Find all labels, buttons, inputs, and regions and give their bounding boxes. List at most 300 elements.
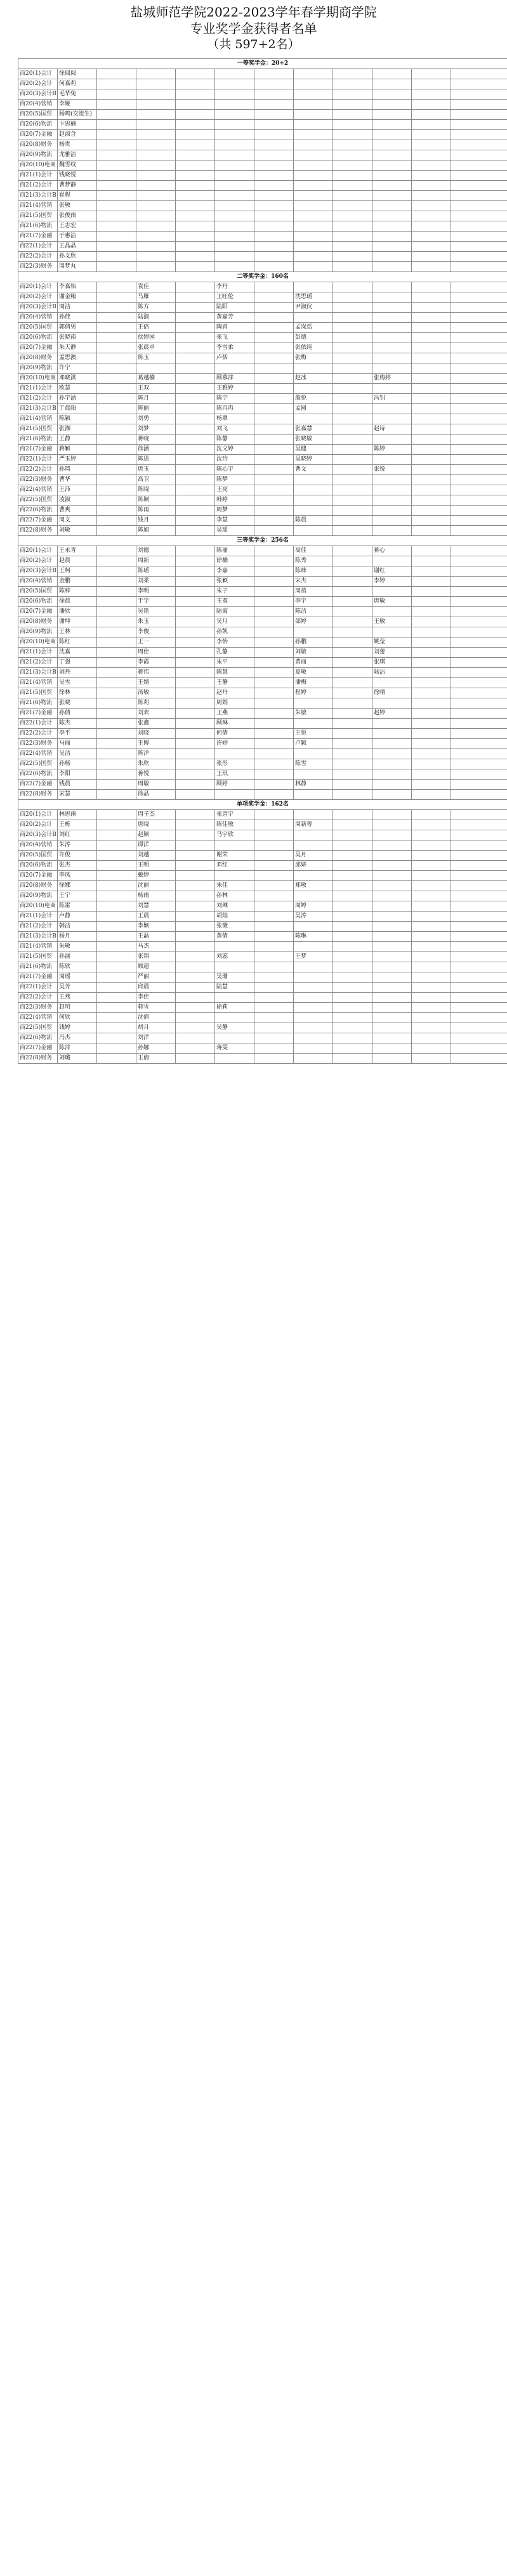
class-cell: 商22(3)财务 xyxy=(18,1003,58,1013)
name-cell: 孙倩 xyxy=(58,709,97,719)
name-cell xyxy=(333,181,372,191)
class-cell: 商21(4)营销 xyxy=(18,201,58,211)
class-cell: 商21(6)物流 xyxy=(18,221,58,232)
name-cell xyxy=(412,891,451,901)
name-cell: 张俊雨 xyxy=(58,211,97,221)
name-cell xyxy=(215,1013,254,1023)
name-cell xyxy=(176,211,215,221)
name-cell xyxy=(333,912,372,922)
name-cell xyxy=(97,455,136,465)
table-row xyxy=(18,150,507,160)
name-cell xyxy=(294,790,333,800)
name-cell xyxy=(451,922,507,932)
class-cell: 商21(3)会计B xyxy=(18,668,58,678)
name-cell xyxy=(333,1023,372,1033)
name-cell xyxy=(254,830,294,840)
name-cell xyxy=(254,901,294,912)
class-cell: 商22(5)国贸 xyxy=(18,495,58,506)
name-cell xyxy=(254,130,294,140)
name-cell xyxy=(97,516,136,526)
name-cell xyxy=(333,485,372,495)
name-cell: 王磊 xyxy=(136,932,176,942)
name-cell xyxy=(412,404,451,414)
name-cell xyxy=(97,79,136,89)
name-cell: 吴洁 xyxy=(58,749,97,759)
name-cell xyxy=(412,242,451,252)
name-cell: 沈嘉 xyxy=(58,648,97,658)
name-cell xyxy=(451,1023,507,1033)
name-cell xyxy=(451,942,507,952)
name-cell xyxy=(176,475,215,485)
name-cell xyxy=(372,962,412,972)
name-cell: 崔程 xyxy=(58,191,97,201)
name-cell: 谭洋 xyxy=(136,840,176,851)
name-cell xyxy=(97,120,136,130)
name-cell: 陆洁 xyxy=(372,668,412,678)
name-cell xyxy=(412,394,451,404)
class-cell: 商20(9)物流 xyxy=(18,891,58,901)
name-cell xyxy=(333,495,372,506)
name-cell xyxy=(333,1054,372,1064)
section-title: 一等奖学金：20+2 xyxy=(18,59,507,69)
name-cell xyxy=(451,232,507,242)
name-cell xyxy=(254,110,294,120)
name-cell xyxy=(412,719,451,729)
name-cell xyxy=(451,455,507,465)
name-cell: 赵淑含 xyxy=(58,130,97,140)
class-cell: 商20(10)电商 xyxy=(18,160,58,171)
class-cell: 商22(7)金融 xyxy=(18,516,58,526)
name-cell: 赵冰 xyxy=(294,374,333,384)
name-cell: 王博 xyxy=(136,739,176,749)
name-cell xyxy=(254,506,294,516)
name-cell xyxy=(254,688,294,698)
name-cell xyxy=(294,698,333,709)
name-cell: 顾琳 xyxy=(215,719,254,729)
name-cell: 王倍 xyxy=(136,323,176,333)
name-cell: 凌淑 xyxy=(58,495,97,506)
name-cell xyxy=(412,282,451,292)
name-cell xyxy=(136,120,176,130)
name-cell xyxy=(372,942,412,952)
name-cell xyxy=(254,353,294,363)
name-cell: 刘慧 xyxy=(136,901,176,912)
name-cell xyxy=(254,79,294,89)
name-cell xyxy=(215,1054,254,1064)
name-cell xyxy=(333,597,372,607)
class-cell: 商20(10)电商 xyxy=(18,374,58,384)
name-cell xyxy=(136,232,176,242)
name-cell: 徐晨 xyxy=(58,597,97,607)
name-cell: 朱平 xyxy=(215,658,254,668)
section-title-row xyxy=(18,59,507,69)
name-cell xyxy=(254,120,294,130)
name-cell xyxy=(333,658,372,668)
name-cell xyxy=(97,790,136,800)
name-cell xyxy=(215,181,254,191)
name-cell: 高卫 xyxy=(136,475,176,485)
name-cell xyxy=(176,1033,215,1043)
name-cell xyxy=(412,333,451,343)
table-row xyxy=(18,191,507,201)
class-cell: 商20(3)会计B xyxy=(18,566,58,577)
name-cell xyxy=(412,922,451,932)
name-cell: 卢恬 xyxy=(215,353,254,363)
name-cell xyxy=(176,516,215,526)
name-cell xyxy=(176,414,215,424)
table-row xyxy=(18,303,507,313)
name-cell xyxy=(412,323,451,333)
name-cell xyxy=(372,739,412,749)
name-cell xyxy=(333,556,372,566)
name-cell: 赵丹 xyxy=(215,688,254,698)
name-cell xyxy=(372,191,412,201)
name-cell xyxy=(451,282,507,292)
name-cell: 于惠洁 xyxy=(58,232,97,242)
table-row xyxy=(18,516,507,526)
name-cell xyxy=(136,201,176,211)
name-cell xyxy=(451,303,507,313)
table-row xyxy=(18,688,507,698)
class-cell: 商22(2)会计 xyxy=(18,465,58,475)
name-cell xyxy=(254,1003,294,1013)
name-cell: 杨鸣(交流生) xyxy=(58,110,97,120)
name-cell: 唐玉 xyxy=(136,465,176,475)
name-cell: 陈莉 xyxy=(136,698,176,709)
name-cell: 刘敏 xyxy=(58,526,97,536)
name-cell xyxy=(176,282,215,292)
name-cell: 吴瑶 xyxy=(215,526,254,536)
name-cell xyxy=(97,587,136,597)
name-cell xyxy=(97,861,136,871)
name-cell xyxy=(97,435,136,445)
name-cell xyxy=(254,465,294,475)
section-title: 单项奖学金：162名 xyxy=(18,800,507,810)
name-cell xyxy=(97,942,136,952)
name-cell xyxy=(254,232,294,242)
name-cell xyxy=(372,851,412,861)
name-cell: 李嘉怡 xyxy=(58,282,97,292)
name-cell xyxy=(372,719,412,729)
name-cell xyxy=(97,445,136,455)
table-row xyxy=(18,445,507,455)
name-cell xyxy=(372,749,412,759)
name-cell xyxy=(333,282,372,292)
name-cell: 陈秀 xyxy=(294,556,333,566)
name-cell xyxy=(254,323,294,333)
name-cell: 邓晓淇 xyxy=(58,374,97,384)
name-cell xyxy=(333,292,372,303)
name-cell xyxy=(412,790,451,800)
class-cell: 商22(6)物流 xyxy=(18,769,58,780)
name-cell xyxy=(176,353,215,363)
name-cell xyxy=(333,698,372,709)
name-cell xyxy=(372,242,412,252)
name-cell xyxy=(176,1023,215,1033)
name-cell xyxy=(215,150,254,160)
table-row xyxy=(18,983,507,993)
class-cell: 商21(7)金融 xyxy=(18,709,58,719)
name-cell xyxy=(254,89,294,100)
name-cell: 王婧 xyxy=(136,678,176,688)
name-cell xyxy=(333,455,372,465)
class-cell: 商20(3)会计B xyxy=(18,89,58,100)
name-cell xyxy=(176,627,215,637)
name-cell: 赵婷 xyxy=(372,709,412,719)
class-cell: 商20(10)电商 xyxy=(18,637,58,648)
name-cell xyxy=(176,495,215,506)
name-cell xyxy=(254,140,294,150)
name-cell xyxy=(451,394,507,404)
class-cell: 商22(3)财务 xyxy=(18,262,58,272)
name-cell xyxy=(97,150,136,160)
class-cell: 商20(6)物流 xyxy=(18,120,58,130)
table-row xyxy=(18,292,507,303)
name-cell: 张晓 xyxy=(58,698,97,709)
name-cell xyxy=(97,171,136,181)
name-cell xyxy=(254,749,294,759)
name-cell xyxy=(333,830,372,840)
name-cell: 陈峰 xyxy=(294,566,333,577)
name-cell xyxy=(412,932,451,942)
name-cell xyxy=(254,150,294,160)
class-cell: 商22(4)营销 xyxy=(18,1013,58,1023)
name-cell xyxy=(333,140,372,150)
name-cell xyxy=(176,424,215,435)
table-row xyxy=(18,556,507,566)
name-cell xyxy=(176,820,215,830)
name-cell xyxy=(333,171,372,181)
name-cell xyxy=(451,912,507,922)
class-cell: 商22(5)国贸 xyxy=(18,759,58,769)
name-cell xyxy=(176,780,215,790)
table-row xyxy=(18,404,507,414)
name-cell xyxy=(97,475,136,485)
name-cell xyxy=(97,374,136,384)
name-cell xyxy=(97,709,136,719)
name-cell xyxy=(333,414,372,424)
name-cell xyxy=(176,972,215,983)
name-cell xyxy=(372,1003,412,1013)
name-cell xyxy=(333,435,372,445)
name-cell: 于宇 xyxy=(136,597,176,607)
name-cell xyxy=(451,769,507,780)
name-cell xyxy=(451,150,507,160)
class-cell: 商22(4)营销 xyxy=(18,749,58,759)
table-row xyxy=(18,922,507,932)
name-cell xyxy=(412,69,451,79)
name-cell xyxy=(333,79,372,89)
name-cell xyxy=(412,211,451,221)
name-cell xyxy=(97,313,136,323)
name-cell xyxy=(215,69,254,79)
table-row xyxy=(18,749,507,759)
name-cell: 谢荣 xyxy=(215,851,254,861)
name-cell: 韩婷 xyxy=(215,495,254,506)
name-cell xyxy=(372,495,412,506)
name-cell xyxy=(97,901,136,912)
name-cell xyxy=(412,658,451,668)
name-cell xyxy=(215,252,254,262)
name-cell xyxy=(451,191,507,201)
name-cell: 陈冉冉 xyxy=(215,404,254,414)
name-cell: 张飞 xyxy=(215,333,254,343)
name-cell: 沈思瑶 xyxy=(294,292,333,303)
name-cell xyxy=(372,627,412,637)
name-cell xyxy=(176,993,215,1003)
name-cell xyxy=(372,333,412,343)
name-cell xyxy=(412,851,451,861)
name-cell xyxy=(294,79,333,89)
name-cell xyxy=(372,323,412,333)
name-cell: 徐娜 xyxy=(58,881,97,891)
name-cell xyxy=(97,698,136,709)
class-cell: 商20(1)会计 xyxy=(18,69,58,79)
name-cell xyxy=(176,171,215,181)
name-cell xyxy=(451,100,507,110)
name-cell xyxy=(412,830,451,840)
name-cell: 陈丽 xyxy=(136,404,176,414)
name-cell xyxy=(333,465,372,475)
name-cell xyxy=(254,709,294,719)
name-cell xyxy=(294,942,333,952)
name-cell xyxy=(97,282,136,292)
name-cell xyxy=(412,607,451,617)
name-cell xyxy=(136,69,176,79)
name-cell: 宋杰 xyxy=(294,577,333,587)
name-cell xyxy=(136,221,176,232)
name-cell xyxy=(333,820,372,830)
class-cell: 商20(2)会计 xyxy=(18,820,58,830)
name-cell: 陈旭 xyxy=(136,526,176,536)
name-cell: 朱敏 xyxy=(294,709,333,719)
name-cell xyxy=(412,506,451,516)
name-cell xyxy=(451,719,507,729)
name-cell xyxy=(294,1033,333,1043)
class-cell: 商20(5)国贸 xyxy=(18,110,58,120)
name-cell: 刘丹 xyxy=(58,668,97,678)
name-cell xyxy=(254,648,294,658)
name-cell xyxy=(254,881,294,891)
class-cell: 商21(5)国贸 xyxy=(18,211,58,221)
name-cell xyxy=(412,252,451,262)
name-cell xyxy=(97,912,136,922)
name-cell: 王宁 xyxy=(58,891,97,901)
name-cell: 陈宇 xyxy=(215,394,254,404)
name-cell xyxy=(215,110,254,120)
name-cell xyxy=(333,120,372,130)
name-cell xyxy=(333,942,372,952)
table-row xyxy=(18,1033,507,1043)
name-cell xyxy=(97,363,136,374)
class-cell: 商20(10)电商 xyxy=(18,901,58,912)
name-cell xyxy=(451,546,507,556)
name-cell: 张鑫 xyxy=(136,719,176,729)
name-cell xyxy=(136,262,176,272)
name-cell: 沈玲 xyxy=(215,455,254,465)
name-cell xyxy=(215,962,254,972)
name-cell xyxy=(333,769,372,780)
name-cell xyxy=(215,993,254,1003)
name-cell xyxy=(294,160,333,171)
name-cell xyxy=(294,1023,333,1033)
class-cell: 商22(1)会计 xyxy=(18,242,58,252)
name-cell xyxy=(372,516,412,526)
name-cell xyxy=(176,150,215,160)
name-cell: 李凤 xyxy=(58,871,97,881)
name-cell xyxy=(254,221,294,232)
name-cell xyxy=(451,495,507,506)
name-cell xyxy=(412,1054,451,1064)
table-row xyxy=(18,435,507,445)
name-cell xyxy=(333,110,372,120)
name-cell xyxy=(97,577,136,587)
name-cell: 陈心宇 xyxy=(215,465,254,475)
name-cell xyxy=(333,840,372,851)
name-cell: 刘红 xyxy=(58,830,97,840)
name-cell: 王晶晶 xyxy=(58,242,97,252)
name-cell: 卞思楠 xyxy=(58,120,97,130)
name-cell xyxy=(97,881,136,891)
name-cell: 姚莹 xyxy=(372,637,412,648)
class-cell: 商22(1)会计 xyxy=(18,455,58,465)
name-cell xyxy=(412,709,451,719)
name-cell xyxy=(412,587,451,597)
name-cell: 李丹 xyxy=(215,282,254,292)
name-cell xyxy=(97,1033,136,1043)
name-cell xyxy=(136,181,176,191)
name-cell xyxy=(412,465,451,475)
name-cell xyxy=(97,130,136,140)
name-cell xyxy=(333,221,372,232)
name-cell xyxy=(451,353,507,363)
name-cell xyxy=(372,1054,412,1064)
name-cell xyxy=(97,303,136,313)
name-cell xyxy=(412,353,451,363)
name-cell xyxy=(254,404,294,414)
name-cell xyxy=(333,475,372,485)
award-table xyxy=(18,58,507,1064)
name-cell xyxy=(176,201,215,211)
name-cell xyxy=(254,566,294,577)
class-cell: 商21(5)国贸 xyxy=(18,688,58,698)
table-row xyxy=(18,881,507,891)
table-row xyxy=(18,851,507,861)
name-cell xyxy=(215,130,254,140)
name-cell: 程婷 xyxy=(294,688,333,698)
table-row xyxy=(18,942,507,952)
name-cell xyxy=(372,1023,412,1033)
name-cell xyxy=(294,130,333,140)
name-cell xyxy=(97,648,136,658)
name-cell xyxy=(176,130,215,140)
name-cell xyxy=(451,424,507,435)
name-cell xyxy=(176,252,215,262)
table-row xyxy=(18,820,507,830)
name-cell xyxy=(97,769,136,780)
name-cell: 张薇 xyxy=(215,922,254,932)
name-cell xyxy=(412,759,451,769)
name-cell xyxy=(412,262,451,272)
name-cell xyxy=(294,810,333,820)
name-cell: 马雁 xyxy=(136,292,176,303)
name-cell xyxy=(412,495,451,506)
name-cell: 何倩 xyxy=(215,729,254,739)
name-cell xyxy=(176,739,215,749)
name-cell xyxy=(372,313,412,323)
name-cell xyxy=(372,343,412,353)
name-cell xyxy=(451,333,507,343)
